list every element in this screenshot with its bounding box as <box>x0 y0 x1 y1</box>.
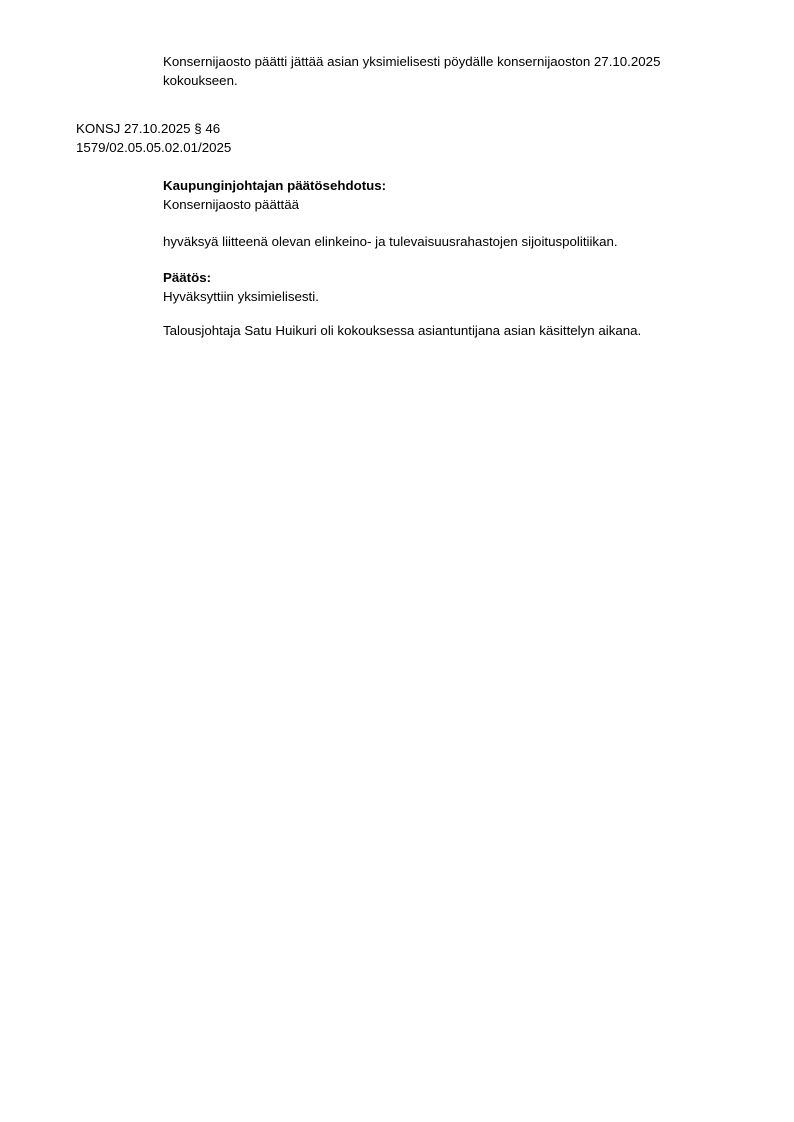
decision-heading: Päätös: <box>163 270 212 285</box>
previous-decision-paragraph <box>163 53 733 90</box>
proposal-section <box>163 177 733 214</box>
proposal-body <box>163 233 733 252</box>
meeting-session: KONSJ 27.10.2025 § 46 <box>76 121 221 136</box>
decision-section <box>163 269 733 306</box>
expert-note-text: Talousjohtaja Satu Huikuri oli kokouksessa asiantuntijana asian käsittelyn aikana. <box>163 323 642 338</box>
decision-text: Hyväksyttiin yksimielisesti. <box>163 288 319 304</box>
previous-decision-line-2: kokoukseen. <box>163 72 238 88</box>
meeting-reference <box>76 120 476 157</box>
case-number: 1579/02.05.05.02.01/2025 <box>76 139 232 155</box>
proposal-body-text: hyväksyä liitteenä olevan elinkeino- ja tulevaisuusrahastojen sijoituspolitiikan. <box>163 234 618 249</box>
proposal-heading: Kaupunginjohtajan päätösehdotus: <box>163 178 387 193</box>
previous-decision-line-1: Konsernijaosto päätti jättää asian yksimielisesti pöydälle konsernijaoston 27.10.2025 <box>163 54 661 69</box>
proposal-intro: Konsernijaosto päättää <box>163 196 300 212</box>
expert-note <box>163 322 733 341</box>
